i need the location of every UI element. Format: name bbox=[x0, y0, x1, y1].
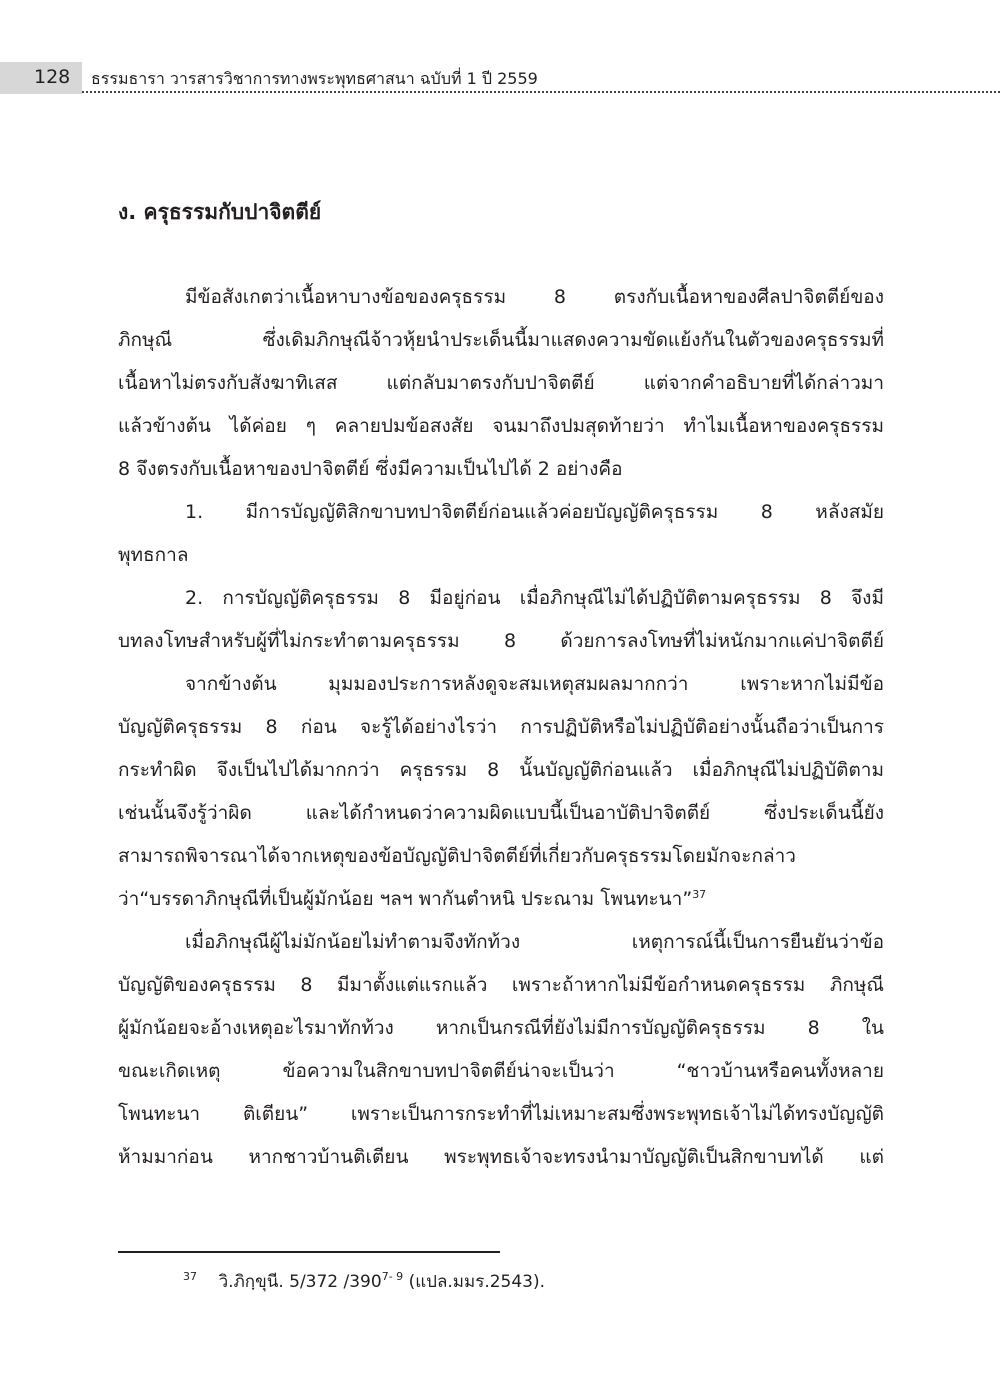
text-line: แล้วข้างต้น ได้ค่อย ๆ คลายปมข้อสงสัย จนมาถึงปมสุดท้ายว่า ทำไมเนื้อหาของครุธรรม bbox=[118, 415, 884, 437]
footnote-marker: 37 bbox=[183, 1270, 197, 1283]
text-line: บัญญัติครุธรรม 8 ก่อน จะรู้ได้อย่างไรว่า การปฏิบัติหรือไม่ปฏิบัติอย่างนั้นถือว่าเป็นการ bbox=[118, 716, 884, 738]
footnote-reference[interactable]: 37 bbox=[692, 888, 707, 901]
section-heading: ง. ครุธรรมกับปาจิตตีย์ bbox=[118, 200, 322, 224]
text-line: กระทำผิด จึงเป็นไปได้มากกว่า ครุธรรม 8 นั้นบัญญัติก่อนแล้ว เมื่อภิกษุณีไม่ปฏิบัติตาม bbox=[118, 759, 884, 781]
text-line: เช่นนั้นจึงรู้ว่าผิด และได้กำหนดว่าความผิดแบบนี้เป็นอาบัติปาจิตตีย์ ซึ่งประเด็นนี้ยัง bbox=[118, 802, 884, 824]
paragraph-1 bbox=[118, 276, 884, 491]
text-line: ผู้มักน้อยจะอ้างเหตุอะไรมาทักท้วง หากเป็นกรณีที่ยังไม่มีการบัญญัติครุธรรม 8 ใน bbox=[118, 1017, 884, 1039]
text-line: บัญญัติของครุธรรม 8 มีมาตั้งแต่แรกแล้ว เพราะถ้าหากไม่มีข้อกำหนดครุธรรม ภิกษุณี bbox=[118, 974, 884, 996]
text-line: สามารถพิจารณาได้จากเหตุของข้อบัญญัติปาจิตตีย์ที่เกี่ยวกับครุธรรมโดยมักจะกล่าว bbox=[118, 845, 796, 867]
text-line: ขณะเกิดเหตุ ข้อความในสิกขาบทปาจิตตีย์น่าจะเป็นว่า “ชาวบ้านหรือคนทั้งหลาย bbox=[118, 1060, 884, 1082]
footnote-citation-sup: 7- 9 bbox=[381, 1270, 404, 1283]
footnote bbox=[183, 1268, 545, 1295]
page-number: 128 bbox=[34, 66, 71, 88]
page-number-box bbox=[0, 62, 82, 94]
text-line: มีข้อสังเกตว่าเนื้อหาบางข้อของครุธรรม 8 ตรงกับเนื้อหาของศีลปาจิตตีย์ของ bbox=[185, 286, 884, 308]
text-line bbox=[118, 878, 884, 921]
text-line: เมื่อภิกษุณีผู้ไม่มักน้อยไม่ทำตามจึงทักท้วง เหตุการณ์นี้เป็นการยืนยันว่าข้อ bbox=[185, 931, 884, 953]
paragraph-2 bbox=[118, 663, 884, 921]
text-line: 1. มีการบัญญัติสิกขาบทปาจิตตีย์ก่อนแล้วค่อยบัญญัติครุธรรม 8 หลังสมัย bbox=[185, 501, 884, 523]
text-line: จากข้างต้น มุมมองประการหลังดูจะสมเหตุสมผลมากกว่า เพราะหากไม่มีข้อ bbox=[185, 673, 884, 695]
text-line: บทลงโทษสำหรับผู้ที่ไม่กระทำตามครุธรรม 8 ด้วยการลงโทษที่ไม่หนักมากแค่ปาจิตตีย์ bbox=[118, 630, 884, 652]
footnote-divider bbox=[118, 1251, 500, 1253]
text-line: พุทธกาล bbox=[118, 544, 189, 566]
header-dotted-rule bbox=[82, 91, 1000, 93]
text-line: โพนทะนา ติเตียน” เพราะเป็นการกระทำที่ไม่เหมาะสมซึ่งพระพุทธเจ้าไม่ได้ทรงบัญญัติ bbox=[118, 1103, 884, 1125]
footnote-citation-tail: (แปล.มมร.2543). bbox=[403, 1272, 546, 1292]
footnote-citation: วิ.ภิกฺขุนี. 5/372 /390 bbox=[218, 1272, 382, 1292]
text-line: ภิกษุณี ซึ่งเดิมภิกษุณีจ้าวหุ้ยนำประเด็นนี้มาแสดงความขัดแย้งกันในตัวของครุธรรมที่ bbox=[118, 329, 884, 351]
running-header bbox=[0, 62, 1000, 94]
quote-text: ว่า“บรรดาภิกษุณีที่เป็นผู้มักน้อย ฯลฯ พากันตำหนิ ประณาม โพนทะนา” bbox=[118, 888, 693, 910]
list-item-2 bbox=[118, 577, 884, 663]
paragraph-3 bbox=[118, 921, 884, 1179]
text-line: ห้ามมาก่อน หากชาวบ้านติเตียน พระพุทธเจ้าจะทรงนำมาบัญญัติเป็นสิกขาบทได้ แต่ bbox=[118, 1146, 884, 1168]
journal-title: ธรรมธารา วารสารวิชาการทางพระพุทธศาสนา ฉบับที่ 1 ปี 2559 bbox=[91, 69, 538, 88]
list-item-1 bbox=[118, 491, 884, 577]
text-line: 8 จึงตรงกับเนื้อหาของปาจิตตีย์ ซึ่งมีความเป็นไปได้ 2 อย่างคือ bbox=[118, 458, 623, 480]
text-line: 2. การบัญญัติครุธรรม 8 มีอยู่ก่อน เมื่อภิกษุณีไม่ได้ปฏิบัติตามครุธรรม 8 จึงมี bbox=[185, 587, 884, 609]
text-line: เนื้อหาไม่ตรงกับสังฆาทิเสส แต่กลับมาตรงกับปาจิตตีย์ แต่จากคำอธิบายที่ได้กล่าวมา bbox=[118, 372, 884, 394]
